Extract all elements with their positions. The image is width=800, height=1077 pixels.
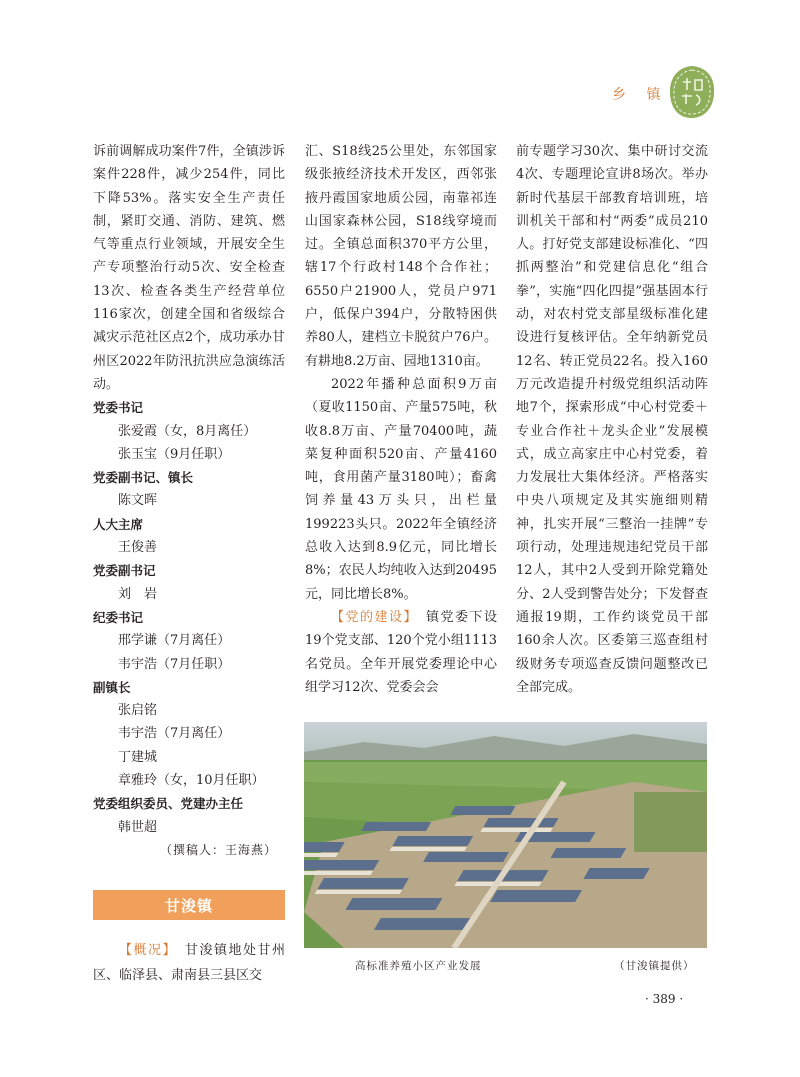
col2-paragraph-1: 汇、S18线25公里处，东邻国家级张掖经济技术开发区，西邻张掖丹霞国家地质公园，南靠祁连山国家森林公园，S18线穿境而过。全镇总面积370平方公里，辖17个行政村148个合作社；6550户21900人，党员户971户，低保户394户，分散特困供养80人，建档立卡脱贫户76户。有耕地8.2万亩、园地1310亩。 <box>305 144 497 369</box>
section-label: 乡 镇 <box>612 87 669 103</box>
role-person: 韦宇浩（7月任职） <box>118 656 231 672</box>
role-title: 党委组织委员、党建办主任 <box>93 796 244 812</box>
leadership-list <box>93 396 285 839</box>
photo-caption: 高标准养殖小区产业发展 <box>355 960 482 972</box>
town-heading: 甘浚镇 <box>93 890 285 920</box>
seal-stamp-icon <box>668 64 716 120</box>
col3-paragraph: 前专题学习30次、集中研讨交流4次、专题理论宣讲8场次。举办新时代基层干部教育培训班，培训机关干部和村“两委”成员210人。打好党支部建设标准化、“四抓两整治”和党建信息化“组合拳”，实施“四化四提”强基固本行动，对农村党支部星级标准化建设进行复核评估。全年纳新党员12名、转正党员22名。投入160万元改造提升村级党组织活动阵地7个，探索形成“中心村党委＋专业合作社＋龙头企业”发展模式，成立高家庄中心村党委，着力发展壮大集体经济。严格落实中央八项规定及其实施细则精神，扎实开展“三整治一挂牌”专项行动，处理违规违纪党员干部12人，其中2人受到开除党籍处分、2人受到警告处分；下发督查通报19期，工作约谈党员干部160余人次。区委第三巡查组村级财务专项巡查反馈问题整改已全部完成。 <box>516 144 708 695</box>
role-person: 邢学谦（7月离任） <box>118 633 231 649</box>
role-person: 王俊善 <box>118 540 158 556</box>
role-title: 副镇长 <box>93 679 131 695</box>
role-title: 人大主席 <box>93 516 144 532</box>
aerial-photo <box>304 722 707 948</box>
page-number: · 389 · <box>645 992 684 1006</box>
photo-credit: （甘浚镇提供） <box>614 960 695 972</box>
overview-text: 甘浚镇地处甘州区、临泽县、肃南县三县区交 <box>93 943 285 983</box>
column-3 <box>516 140 708 699</box>
role-person: 丁建城 <box>118 749 158 765</box>
role-person: 张玉宝（9月任职） <box>118 446 231 462</box>
role-title: 党委副书记、镇长 <box>93 470 194 486</box>
role-person: 张爱霞（女，8月离任） <box>118 423 257 439</box>
author-credit: （撰稿人：王海燕） <box>159 842 277 857</box>
role-title: 党委书记 <box>93 400 144 416</box>
col2-paragraph-3: 镇党委下设19个党支部、120个党小组1113名党员。全年开展党委理论中心组学习12次、党委会会 <box>305 609 497 695</box>
role-person: 刘 岩 <box>118 586 158 602</box>
role-title: 纪委书记 <box>93 609 144 625</box>
role-person: 陈文晖 <box>118 493 158 509</box>
col1-intro: 诉前调解成功案件7件，全镇涉诉案件228件，减少254件，同比下降53%。落实安全生产责任制，紧盯交通、消防、建筑、燃气等重点行业领域，开展安全生产专项整治行动5次、安全检查13次、检查各类生产经营单位116家次，创建全国和省级综合减灾示范社区点2个，成功承办甘州区2022年防汛抗洪应急演练活动。 <box>93 144 285 392</box>
role-person: 章雅玲（女，10月任职） <box>118 773 265 789</box>
role-person: 韩世超 <box>118 819 158 835</box>
col2-paragraph-2: 2022年播种总面积9万亩（夏收1150亩、产量575吨，秋收8.8万亩、产量70400吨，蔬菜复种面积520亩、产量4160吨，食用菌产量3180吨）；畜禽饲养量43万头只，出栏量199223头只。2022年全镇经济总收入达到8.9亿元，同比增长8%；农民人均纯收入达到20495元，同比增长8%。 <box>305 376 497 602</box>
role-title: 党委副书记 <box>93 563 156 579</box>
role-person: 张启铭 <box>118 703 158 719</box>
column-1 <box>93 140 285 862</box>
column-2 <box>305 140 497 699</box>
party-building-label: 【党的建设】 <box>331 609 412 625</box>
role-person: 韦宇浩（7月离任） <box>118 726 231 742</box>
overview-label: 【概况】 <box>119 943 171 958</box>
town-overview <box>93 938 285 988</box>
